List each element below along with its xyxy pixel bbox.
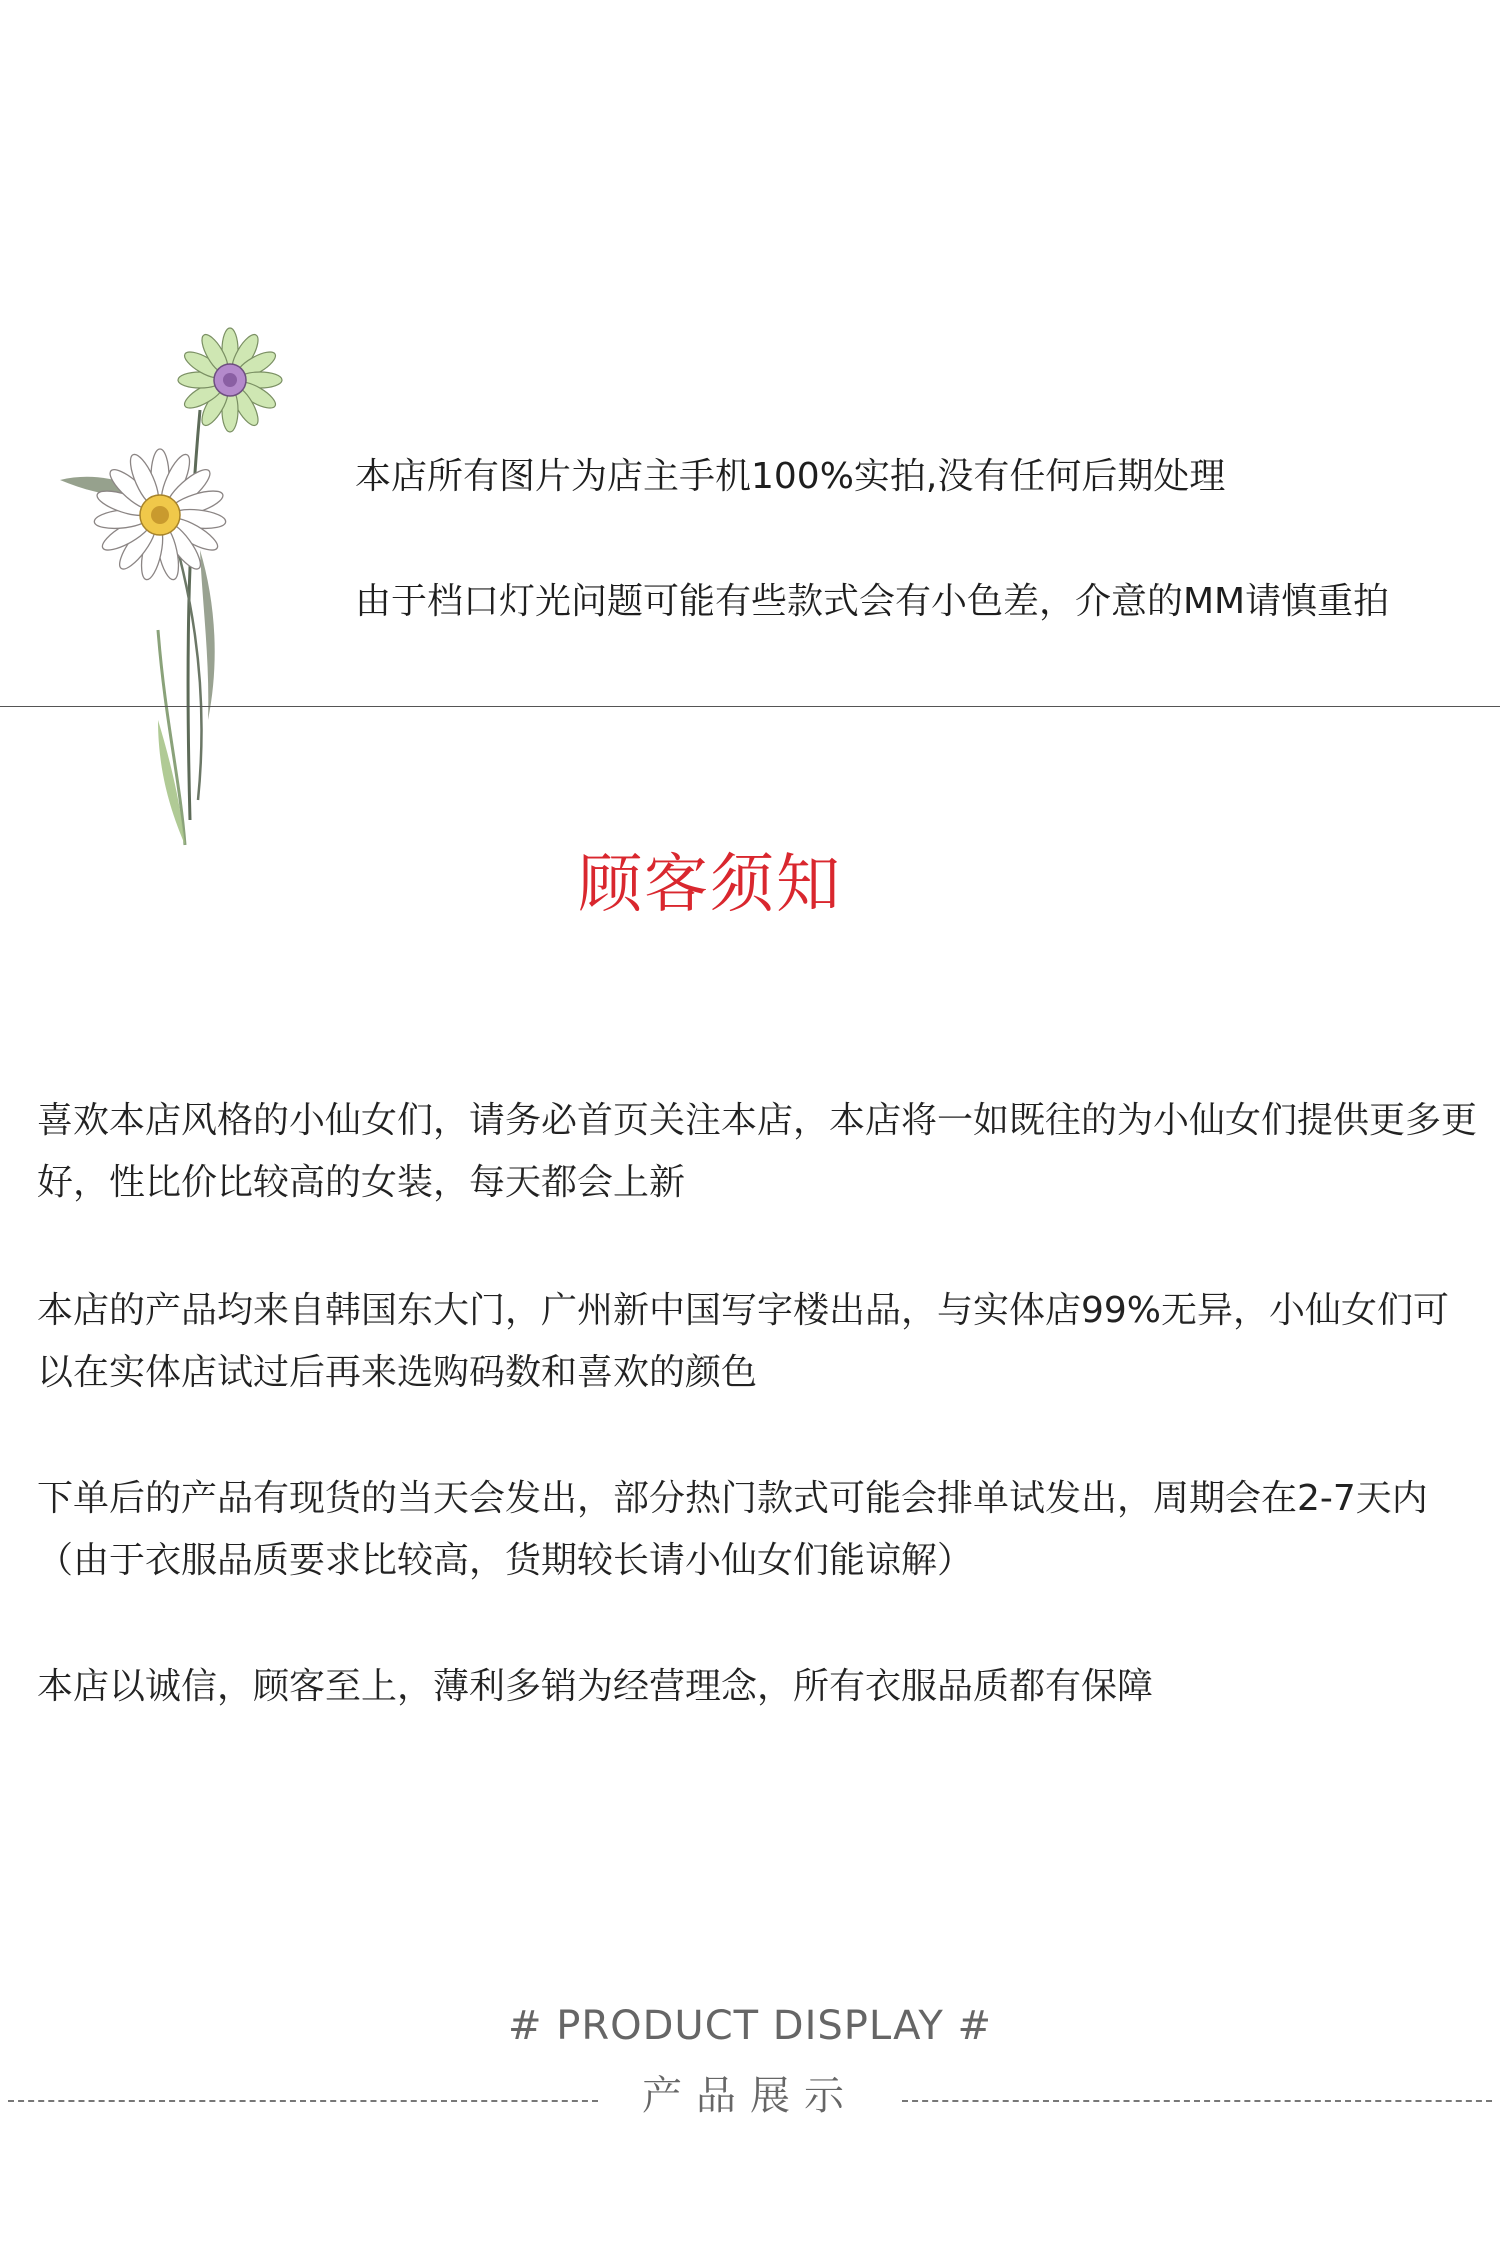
section-divider bbox=[0, 706, 1500, 707]
daisy-flower-illustration bbox=[40, 300, 300, 860]
customer-notice-paragraph: 下单后的产品有现货的当天会发出，部分热门款式可能会排单试发出，周期会在2-7天内（由于衣服品质要求比较高，货期较长请小仙女们能谅解） bbox=[37, 1478, 1428, 1581]
product-display-subheading: 产品展示 bbox=[642, 2073, 858, 2119]
product-display-heading: # PRODUCT DISPLAY # bbox=[507, 2003, 993, 2049]
dashed-divider-right bbox=[902, 2100, 1492, 2102]
section-title: 顾客须知 bbox=[578, 848, 842, 922]
color-difference-notice: 由于档口灯光问题可能有些款式会有小色差，介意的MM请慎重拍 bbox=[355, 581, 1390, 622]
photo-notice: 本店所有图片为店主手机100%实拍,没有任何后期处理 bbox=[355, 456, 1226, 497]
customer-notice-paragraph: 喜欢本店风格的小仙女们，请务必首页关注本店，本店将一如既往的为小仙女们提供更多更好，性比价比较高的女装，每天都会上新 bbox=[37, 1100, 1478, 1203]
customer-notice-paragraph: 本店以诚信，顾客至上，薄利多销为经营理念，所有衣服品质都有保障 bbox=[37, 1666, 1154, 1707]
customer-notice-paragraph: 本店的产品均来自韩国东大门，广州新中国写字楼出品，与实体店99%无异，小仙女们可以在实体店试过后再来选购码数和喜欢的颜色 bbox=[37, 1290, 1450, 1393]
